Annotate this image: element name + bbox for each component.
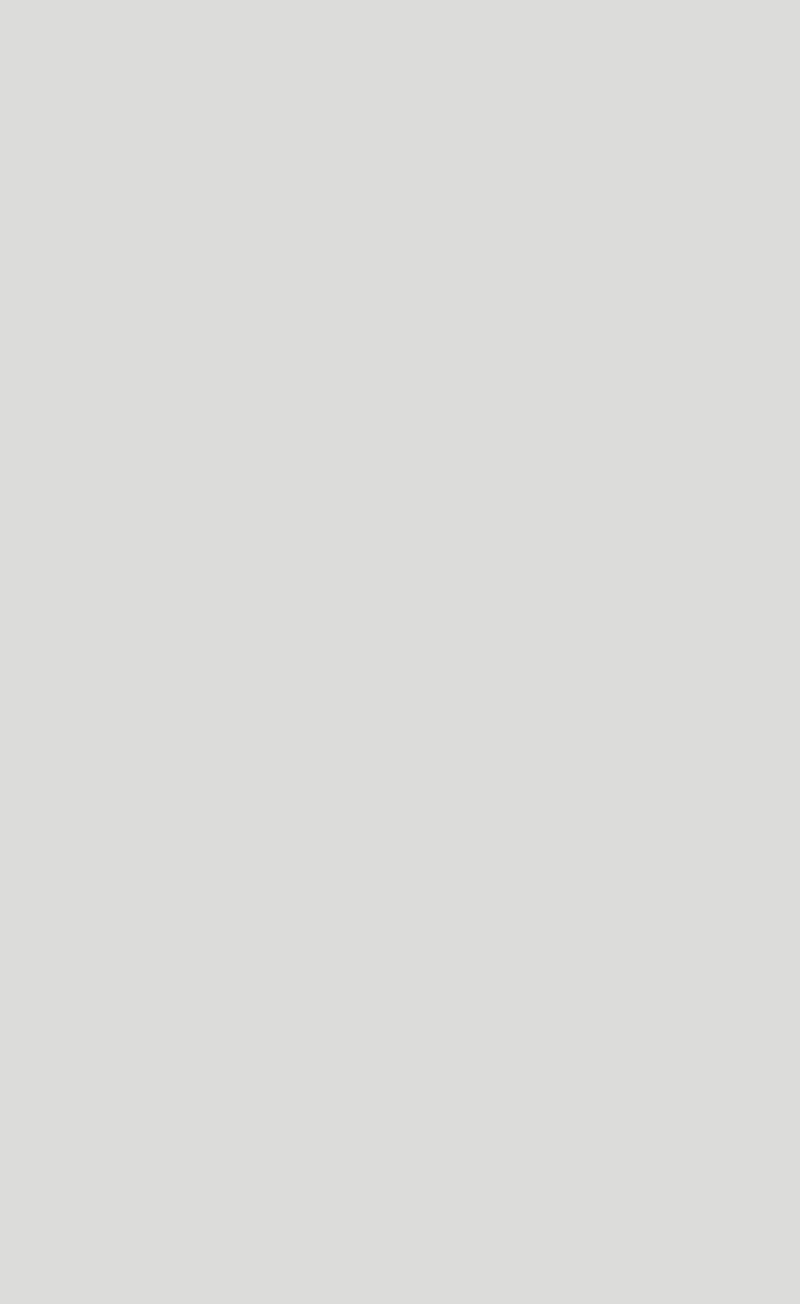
running-header <box>30 93 738 121</box>
